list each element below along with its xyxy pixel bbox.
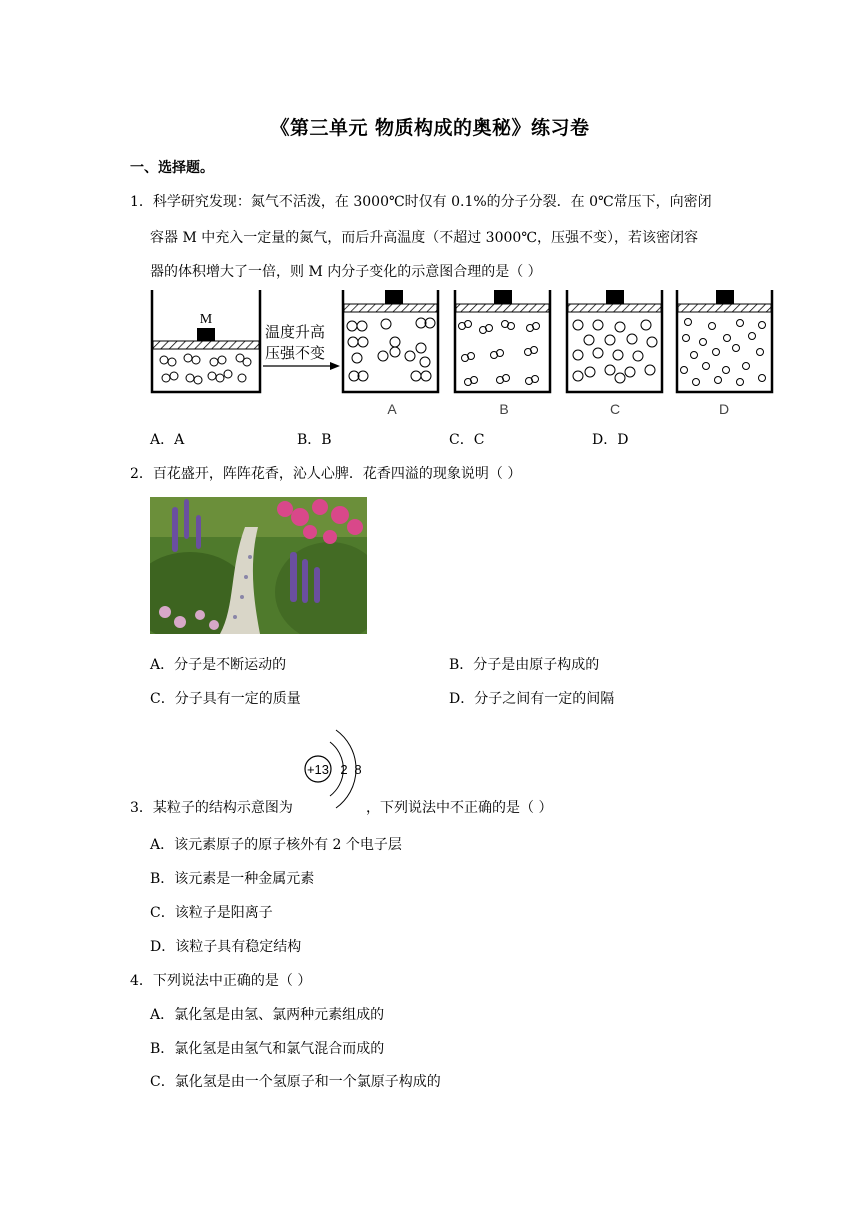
q1-stem-line-2: 容器 M 中充入一定量的氮气，而后升高温度（不超过 3000℃，压强不变），若该密闭容 [150, 230, 698, 246]
q1-option-d[interactable]: D．D [592, 432, 629, 448]
panel-c-label: C [609, 401, 621, 417]
q4-option-c[interactable]: C．氯化氢是由一个氢原子和一个氯原子构成的 [150, 1074, 441, 1090]
q2-stem: 2．百花盛开，阵阵花香，沁人心脾．花香四溢的现象说明（ ） [130, 466, 522, 482]
q3-option-c[interactable]: C．该粒子是阳离子 [150, 905, 273, 921]
panel-b-label: B [499, 401, 509, 417]
section-heading: 一、选择题。 [130, 160, 214, 176]
q4-option-a[interactable]: A．氯化氢是由氢、氯两种元素组成的 [150, 1007, 385, 1023]
q2-option-c[interactable]: C．分子具有一定的质量 [150, 691, 301, 707]
q2-option-b[interactable]: B．分子是由原子构成的 [449, 657, 600, 673]
q3-stem-after: ，下列说法中不正确的是（ ） [366, 800, 553, 816]
q3-option-a[interactable]: A．该元素原子的原子核外有 2 个电子层 [150, 837, 402, 853]
q4-option-b[interactable]: B．氯化氢是由氢气和氯气混合而成的 [150, 1041, 385, 1057]
container-m [152, 290, 260, 392]
q1-option-c[interactable]: C．C [449, 432, 485, 448]
page-title: 《第三单元 物质构成的奥秘》练习卷 [270, 117, 590, 139]
q1-stem-line-3: 器的体积增大了一倍，则 M 内分子变化的示意图合理的是（ ） [150, 264, 542, 280]
q1-container-figure [0, 285, 860, 425]
panel-b [455, 290, 550, 417]
arrow-text-line-2: 压强不变 [265, 344, 326, 362]
q1-option-b[interactable]: B．B [297, 432, 332, 448]
ion-structure-diagram [302, 722, 372, 818]
q2-option-d[interactable]: D．分子之间有一定的间隔 [449, 691, 615, 707]
shell-2-electrons: 8 [354, 762, 362, 777]
q3-option-d[interactable]: D．该粒子具有稳定结构 [150, 939, 302, 955]
q3-stem-before: 3．某粒子的结构示意图为 [130, 800, 293, 816]
panel-a [343, 290, 438, 417]
panel-d [677, 290, 772, 417]
flower-garden-photo [150, 497, 367, 634]
q1-stem-line-1: 1．科学研究发现：氮气不活泼，在 3000℃时仅有 0.1%的分子分裂．在 0℃常压下，向密闭 [130, 194, 712, 210]
q4-stem: 4．下列说法中正确的是（ ） [130, 973, 312, 989]
panel-a-label: A [387, 401, 397, 417]
q1-option-a[interactable]: A．A [150, 432, 185, 448]
shell-1-electrons: 2 [340, 762, 348, 777]
arrow-text-line-1: 温度升高 [265, 323, 326, 341]
panel-d-label: D [718, 401, 730, 417]
panel-c [567, 290, 662, 417]
q3-option-b[interactable]: B．该元素是一种金属元素 [150, 871, 315, 887]
process-arrow [263, 323, 340, 370]
q2-option-a[interactable]: A．分子是不断运动的 [150, 657, 287, 673]
container-m-label: M [199, 312, 213, 327]
nucleus-charge: +13 [306, 762, 330, 777]
